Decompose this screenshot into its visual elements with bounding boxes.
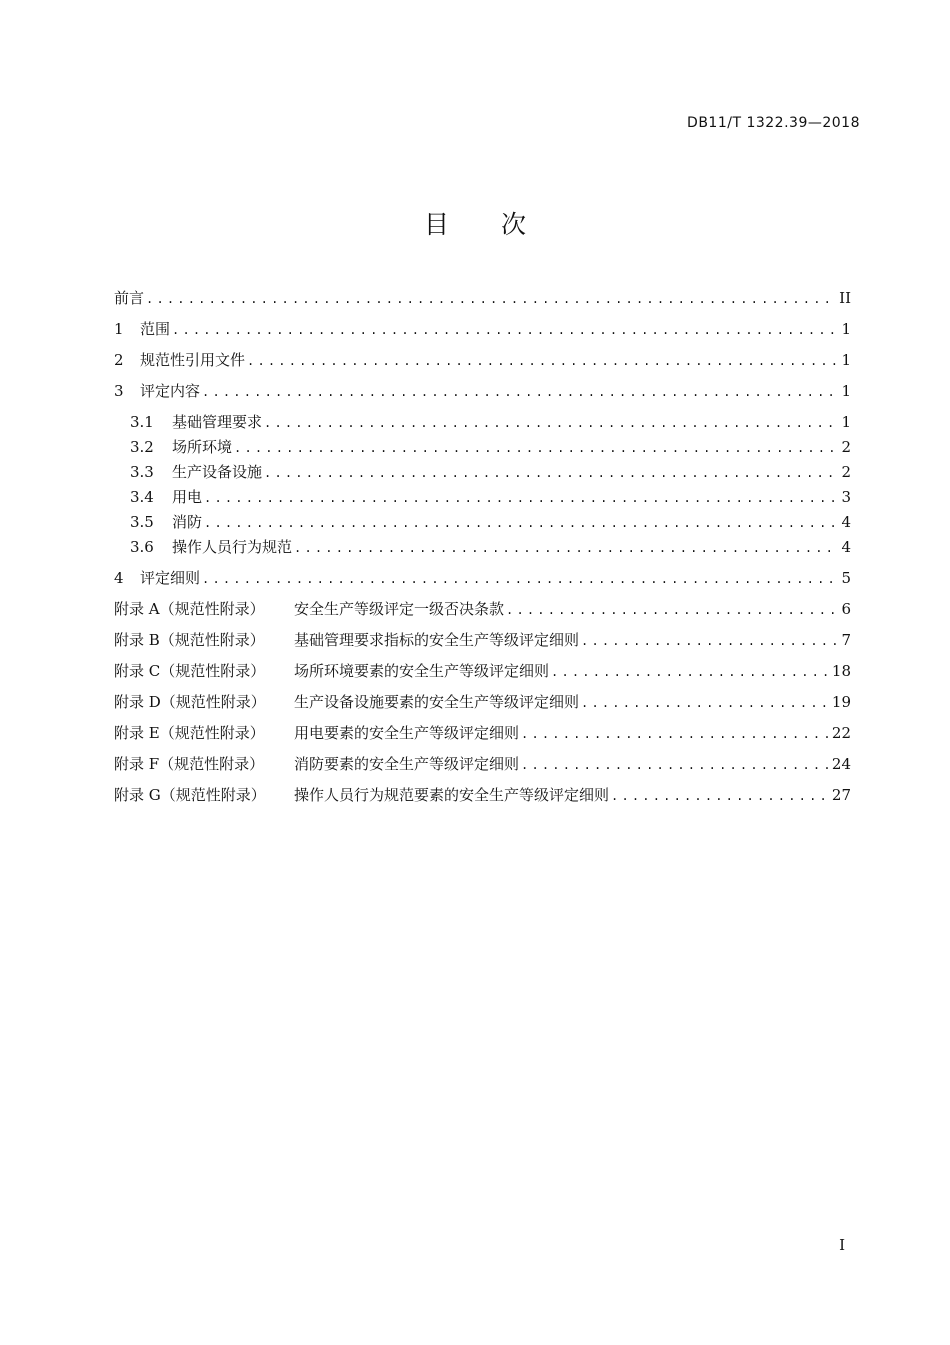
toc-entry-number: 附录 D（规范性附录） — [114, 693, 266, 711]
toc-entry-number: 3.4 — [130, 488, 154, 506]
dot-leader — [202, 381, 837, 402]
dot-leader — [581, 630, 837, 651]
dot-leader — [172, 319, 837, 340]
toc-entry-appendix-f[interactable] — [114, 753, 851, 775]
document-code: DB11/T 1322.39—2018 — [687, 115, 860, 131]
dot-leader — [581, 692, 828, 713]
toc-entry-label: 安全生产等级评定一级否决条款 — [294, 600, 505, 618]
toc-entry-number: 附录 A（规范性附录） — [114, 600, 265, 618]
toc-entry-label: 规范性引用文件 — [140, 351, 246, 369]
toc-entry-appendix-d[interactable] — [114, 691, 851, 713]
toc-entry-label: 基础管理要求 — [172, 413, 263, 431]
toc-entry-page: 4 — [841, 513, 851, 531]
toc-entry-label: 消防要素的安全生产等级评定细则 — [294, 755, 520, 773]
toc-entry-label: 用电 — [172, 488, 203, 506]
toc-entry-number: 4 — [114, 569, 124, 587]
toc-entry-page: 5 — [841, 569, 851, 587]
page-number: I — [839, 1236, 845, 1254]
toc-entry-page: II — [839, 289, 851, 307]
toc-entry-page: 7 — [841, 631, 851, 649]
toc-entry-page: 24 — [831, 755, 851, 773]
toc-entry-page: 1 — [841, 382, 851, 400]
dot-leader — [264, 462, 837, 483]
toc-entry-3[interactable] — [114, 380, 851, 402]
toc-entry-label: 操作人员行为规范 — [172, 538, 293, 556]
toc-entry-page: 6 — [841, 600, 851, 618]
toc-entry-number: 3.2 — [130, 438, 154, 456]
toc-entry-label: 用电要素的安全生产等级评定细则 — [294, 724, 520, 742]
toc-entry-2[interactable] — [114, 349, 851, 371]
dot-leader — [551, 661, 828, 682]
dot-leader — [234, 437, 837, 458]
toc-entry-page: 3 — [841, 488, 851, 506]
toc-entry-label: 操作人员行为规范要素的安全生产等级评定细则 — [294, 786, 610, 804]
toc-entry-page: 22 — [831, 724, 851, 742]
toc-entry-number: 附录 F（规范性附录） — [114, 755, 265, 773]
toc-entry-label: 范围 — [140, 320, 171, 338]
toc-entry-label: 场所环境要素的安全生产等级评定细则 — [294, 662, 550, 680]
toc-entry-preface[interactable] — [114, 287, 851, 309]
toc-entry-number: 1 — [114, 320, 124, 338]
toc-entry-number: 附录 C（规范性附录） — [114, 662, 266, 680]
dot-leader — [611, 785, 828, 806]
toc-entry-number: 2 — [114, 351, 124, 369]
dot-leader — [294, 537, 837, 558]
toc-entry-number: 3.5 — [130, 513, 154, 531]
dot-leader — [521, 754, 828, 775]
dot-leader — [521, 723, 828, 744]
toc-entry-3-6[interactable] — [130, 536, 851, 558]
toc-entry-number: 附录 G（规范性附录） — [114, 786, 266, 804]
toc-entry-3-5[interactable] — [130, 511, 851, 533]
toc-entry-page: 19 — [831, 693, 851, 711]
toc-entry-3-3[interactable] — [130, 461, 851, 483]
toc-entry-label: 生产设备设施要素的安全生产等级评定细则 — [294, 693, 580, 711]
dot-leader — [506, 599, 837, 620]
toc-entry-3-2[interactable] — [130, 436, 851, 458]
page-title: 目 次 — [424, 210, 548, 239]
dot-leader — [204, 487, 837, 508]
toc-entry-number: 3.6 — [130, 538, 154, 556]
dot-leader — [247, 350, 837, 371]
toc-entry-number: 3.3 — [130, 463, 154, 481]
toc-entry-page: 2 — [841, 438, 851, 456]
toc-entry-number: 附录 E（规范性附录） — [114, 724, 265, 742]
toc-entry-4[interactable] — [114, 567, 851, 589]
toc-entry-label: 基础管理要求指标的安全生产等级评定细则 — [294, 631, 580, 649]
toc-entry-label: 生产设备设施 — [172, 463, 263, 481]
toc-entry-page: 18 — [831, 662, 851, 680]
dot-leader — [204, 512, 837, 533]
toc-entry-label: 评定细则 — [140, 569, 201, 587]
toc-entry-1[interactable] — [114, 318, 851, 340]
toc-entry-appendix-c[interactable] — [114, 660, 851, 682]
toc-entry-page: 1 — [841, 320, 851, 338]
toc-entry-label: 评定内容 — [140, 382, 201, 400]
toc-entry-number: 3.1 — [130, 413, 154, 431]
dot-leader — [264, 412, 837, 433]
toc-entry-3-1[interactable] — [130, 411, 851, 433]
toc-entry-number: 3 — [114, 382, 124, 400]
toc-entry-label: 前言 — [114, 289, 145, 307]
toc-entry-page: 27 — [831, 786, 851, 804]
toc-entry-number: 附录 B（规范性附录） — [114, 631, 265, 649]
dot-leader — [146, 288, 835, 309]
dot-leader — [202, 568, 837, 589]
toc-entry-appendix-e[interactable] — [114, 722, 851, 744]
toc-entry-appendix-g[interactable] — [114, 784, 851, 806]
toc-entry-page: 2 — [841, 463, 851, 481]
toc-entry-appendix-a[interactable] — [114, 598, 851, 620]
toc-entry-page: 4 — [841, 538, 851, 556]
toc-entry-label: 消防 — [172, 513, 203, 531]
toc-entry-3-4[interactable] — [130, 486, 851, 508]
toc-entry-appendix-b[interactable] — [114, 629, 851, 651]
toc-entry-page: 1 — [841, 413, 851, 431]
toc-entry-page: 1 — [841, 351, 851, 369]
toc-entry-label: 场所环境 — [172, 438, 233, 456]
